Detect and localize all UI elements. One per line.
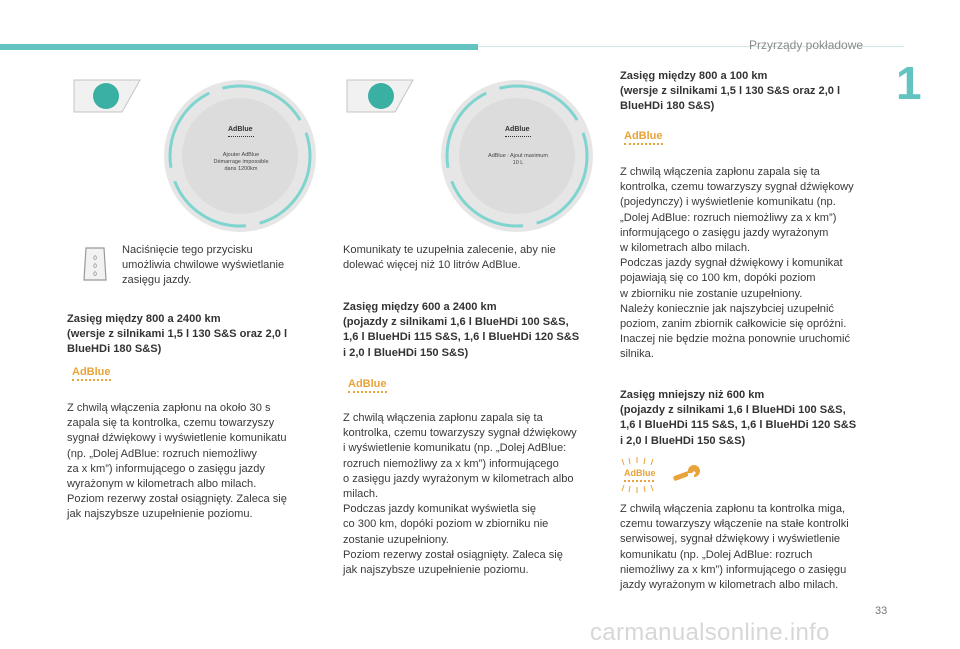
section-title: Przyrządy pokładowe: [749, 38, 864, 52]
adblue-warning-icon: [348, 378, 387, 395]
adblue-warning-label: AdBlue: [624, 130, 663, 142]
adblue-flashing-wave: [624, 480, 654, 482]
header-accent-bar: [0, 44, 478, 50]
left-display-line1: Ajouter AdBlue: [222, 152, 260, 158]
range-button-icon: [80, 244, 110, 284]
middle-display-message: [468, 153, 568, 167]
adblue-warning-icon: [72, 366, 111, 383]
col2-heading: Zasięg między 600 a 2400 km (pojazdy z silnikami 1,6 l BlueHDi 100 S&S, 1,6 l BlueHDi 115 S&S, 1,6 l BlueHDi 120 S&S i 2,0 l BlueHDi 150 S&S): [343, 301, 580, 359]
left-display-adblue-label: AdBlue: [228, 126, 253, 133]
col3-body-1: Z chwilą włączenia zapłonu zapala się ta kontrolka, czemu towarzyszy sygnał dźwiękowy (pojedynczy) i wyświetlenie komunikatu (np. „Dolej AdBlue: rozruch niemożliwy za x km”) informującego o zasięgu jazdy wyrażonym w kilometrach albo milach. Podczas jazdy sygnał dźwiękowy i komunikat pojawiają się co 100 km, dopóki poziom w zbiorniku nie zostanie uzupełniony. Należy koniecznie jak najszybciej uzupełnić poziom, zanim zbiornik całkowicie się opróżni. Inaczej nie będzie można ponownie uruchomić silnika.: [620, 166, 854, 361]
col2-intro: Komunikaty te uzupełnia zalecenie, aby nie dolewać więcej niż 10 litrów AdBlue.: [343, 244, 556, 272]
adblue-wave: [72, 379, 111, 383]
col1-body: Z chwilą włączenia zapłonu na około 30 s zapala się ta kontrolka, czemu towarzyszy sygnał dźwiękowy i wyświetlenie komunikatu (np. „Dolej AdBlue: rozruch niemożliwy za x km”) informującego o zasięgu jazdy wyrażonym w kilometrach albo milach. Poziom rezerwy został osiągnięty. Zaleca się jak najszybsze uzupełnienie poziomu.: [67, 402, 287, 521]
adblue-warning-label: AdBlue: [72, 366, 111, 378]
col1-heading: Zasięg między 800 a 2400 km (wersje z silnikami 1,5 l 130 S&S oraz 2,0 l BlueHDi 180 S&S): [67, 313, 288, 356]
page-number: 33: [875, 605, 888, 617]
adblue-wave: [624, 143, 663, 147]
adblue-warning-icon: [624, 130, 663, 147]
adblue-flashing-label: AdBlue: [624, 468, 656, 478]
left-display-line3: dans 1200km: [224, 166, 258, 172]
button-description: Naciśnięcie tego przycisku umożliwia chwilowe wyświetlanie zasięgu jazdy.: [122, 244, 285, 287]
svg-text:0: 0: [93, 263, 97, 270]
watermark: carmanualsonline.info: [590, 619, 830, 646]
col2-body: Z chwilą włączenia zapłonu zapala się ta kontrolka, czemu towarzyszy sygnał dźwiękowy i wyświetlenie komunikatu (np. „Dolej AdBlue: rozruch niemożliwy za x km”) informującego o zasięgu jazdy wyrażonym w kilometrach albo milach. Podczas jazdy komunikat wyświetla się co 300 km, dopóki poziom w zbiorniku nie zostanie uzupełniony. Poziom rezerwy został osiągnięty. Zaleca się jak najszybsze uzupełnienie poziomu.: [343, 412, 577, 577]
adblue-warning-label: AdBlue: [348, 378, 387, 390]
col3-heading-1: Zasięg między 800 a 100 km (wersje z silnikami 1,5 l 130 S&S oraz 2,0 l BlueHDi 180 S&S): [620, 70, 841, 113]
middle-display-adblue-label: AdBlue: [505, 126, 530, 133]
col3-heading-2: Zasięg mniejszy niż 600 km (pojazdy z silnikami 1,6 l BlueHDi 100 S&S, 1,6 l BlueHDi 115 S&S, 1,6 l BlueHDi 120 S&S i 2,0 l BlueHDi 150 S&S): [620, 389, 857, 447]
col3-body-2: Z chwilą włączenia zapłonu ta kontrolka miga, czemu towarzyszy włączenie na stałe kontrolki serwisowej, sygnał dźwiękowy i wyświetlenie komunikatu (np. „Dolej AdBlue: rozruch niemożliwy za x km”) informującego o zasięgu jazdy wyrażonym w kilometrach albo milach.: [620, 503, 849, 592]
wrench-icon: [672, 463, 702, 483]
chapter-number: 1: [896, 57, 922, 109]
middle-display-line1: AdBlue : Ajout maximum: [488, 153, 548, 159]
adblue-wave: [348, 391, 387, 395]
svg-text:0: 0: [93, 255, 97, 262]
left-display-line2: Démarrage impossible: [213, 159, 269, 165]
svg-text:0: 0: [93, 271, 97, 278]
middle-display-line2: 10 L: [512, 160, 524, 166]
middle-display-wave: [505, 136, 531, 137]
left-display-message: [196, 152, 286, 173]
left-display-wave: [228, 136, 254, 137]
